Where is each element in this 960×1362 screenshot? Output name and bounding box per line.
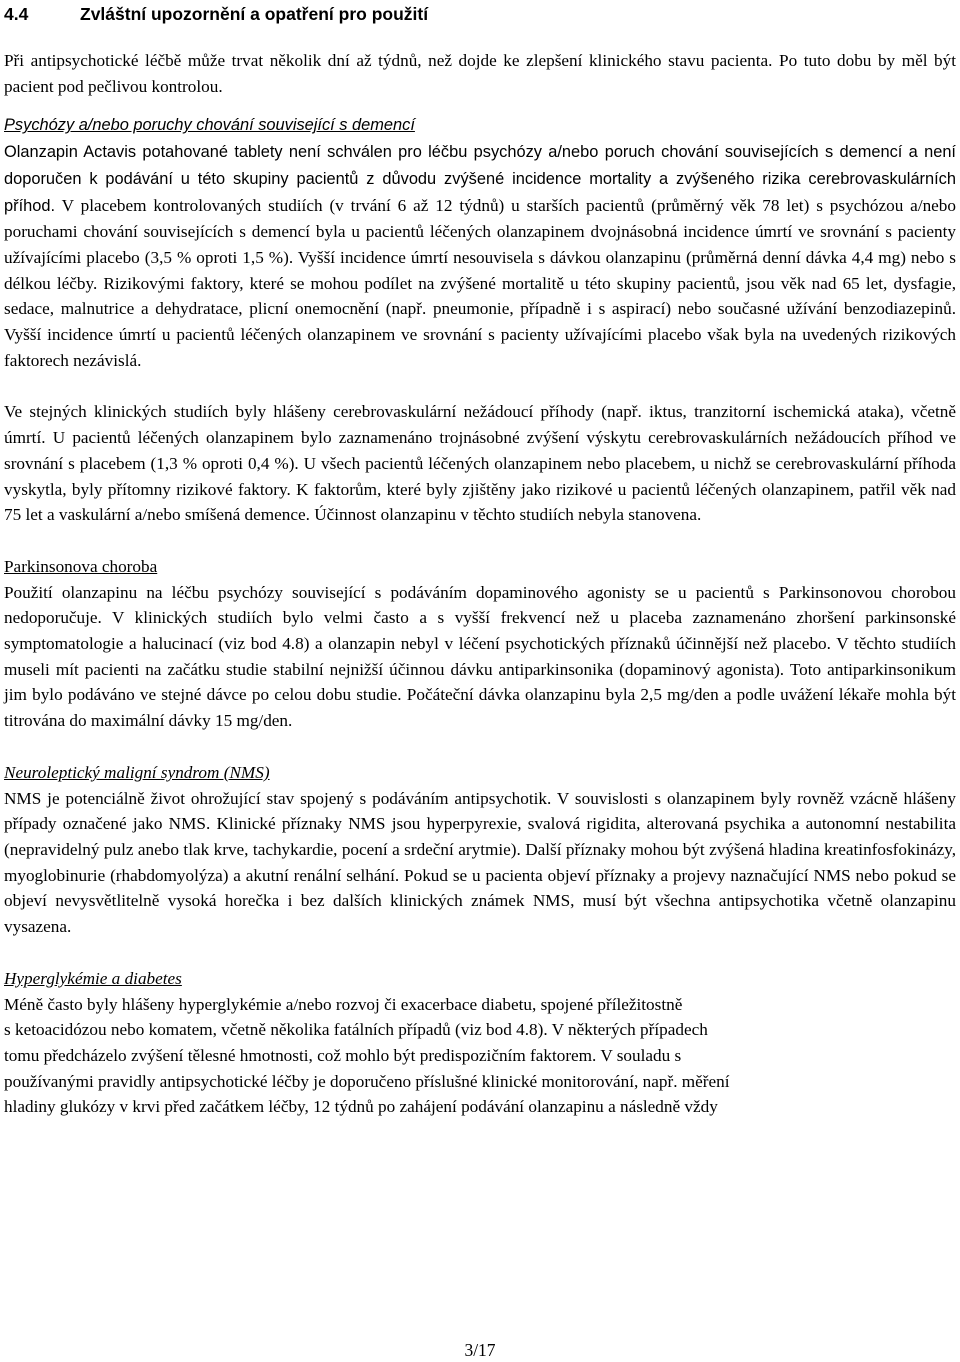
hyperglycemia-line: hladiny glukózy v krvi před začátkem léčby, 12 týdnů po zahájení podávání olanzapinu a následně vždy — [4, 1097, 718, 1117]
dementia-serif-text: V placebem kontrolovaných studiích (v trvání 6 až 12 týdnů) u starších pacientů (průměrný věk 78 let) s psychózou a/nebo poruchami chování souvisejících s demencí byla u pacientů léčených olanzapinem dvojnásobná incidence úmrtí ve srovnání s pacienty užívajícími placebo (3,5 % oproti 1,5 %). Vyšší incidence úmrtí nesouvisela s dávkou olanzapinu (průměrná denní dávka 4,4 mg) nebo s délkou léčby. Rizikovými faktory, které se mohou podílet na zvýšené mortalitě u této skupiny pacientů, jsou věk nad 65 let, dysfagie, sedace, malnutrice a dehydratace, plicní onemocnění (např. pneumonie, případně i s aspirací) nebo současné užívání benzodiazepinů. Vyšší incidence úmrtí u pacientů léčených olanzapinem ve srovnání s pacienty užívajícími placebo však byla na uvedených rizikových faktorech nezávislá. — [4, 195, 956, 370]
nms-paragraph: NMS je potenciálně život ohrožující stav spojený s podáváním antipsychotik. V souvislosti s olanzapinem byly rovněž vzácně hlášeny případy označené jako NMS. Klinické příznaky NMS jsou hyperpyrexie, svalová rigidita, alterovaná psychika a autonomní nestabilita (nepravidelný pulz anebo tlak krve, tachykardie, pocení a srdeční arytmie). Další příznaky mohou být zvýšená hladina kreatinfosfokinázy, myoglobinurie (rhabdomyolýza) a akutní renální selhání. Pokud se u pacienta objeví příznaky a projevy naznačující NMS nebo pokud se objeví nevysvětlitelně vysoká horečka i bez dalších klinických známek NMS, musí být všechna antipsychotika včetně olanzapinu vysazena. — [4, 788, 956, 937]
hyperglycemia-line: používanými pravidly antipsychotické léčby je doporučeno příslušné klinické monitorování, např. měření — [4, 1071, 730, 1091]
hyperglycemia-heading: Hyperglykémie a diabetes — [4, 968, 182, 988]
intro-paragraph: Při antipsychotické léčbě může trvat několik dní až týdnů, než dojde ke zlepšení klinického stavu pacienta. Po tuto dobu by měl být pacient pod pečlivou kontrolou. — [4, 51, 956, 96]
hyperglycemia-section — [4, 966, 956, 1120]
nms-section — [4, 760, 956, 940]
dementia-paragraph-1 — [4, 139, 956, 373]
spacer — [4, 528, 956, 554]
document-page — [4, 0, 956, 1120]
dementia-section — [4, 113, 956, 528]
parkinson-paragraph: Použití olanzapinu na léčbu psychózy související s podáváním dopaminového agonisty se u pacientů s Parkinsonovou chorobou nedoporučuje. V klinických studiích bylo velmi často a s vyšší frekvencí než u placeba zaznamenáno zhoršení parkinsonské symptomatologie a halucinací (viz bod 4.8) a olanzapin nebyl v léčení psychotických příznaků účinnější než placebo. V těchto studiích museli mít pacienti na začátku studie stabilní nejnižší účinnou dávku antiparkinsonika (dopaminový agonista). Toto antiparkinsonikum jim bylo podáváno ve stejné dávce po celou dobu studie. Počáteční dávka olanzapinu byla 2,5 mg/den a podle uvážení lékaře mohla být titrována do maximální dávky 15 mg/den. — [4, 582, 956, 731]
parkinson-heading: Parkinsonova choroba — [4, 556, 158, 576]
hyperglycemia-line: tomu předcházelo zvýšení tělesné hmotnosti, což mohlo být predispozičním faktorem. V souladu s — [4, 1045, 682, 1065]
dementia-sans-text: Olanzapin Actavis potahované tablety není schválen pro léčbu psychózy a/nebo poruch chování souvisejících s demencí a není doporučen k podávání u této skupiny pacientů z důvodu zvýšené incidence mortality a zvýšeného rizika cerebrovaskulárních příhod. — [4, 143, 956, 215]
dementia-heading: Psychózy a/nebo poruchy chování související s demencí — [4, 116, 415, 135]
parkinson-section — [4, 554, 956, 734]
section-number: 4.4 — [4, 4, 29, 24]
spacer — [4, 734, 956, 760]
spacer — [4, 940, 956, 966]
section-title: Zvláštní upozornění a opatření pro použití — [80, 4, 429, 24]
dementia-paragraph-2: Ve stejných klinických studiích byly hlášeny cerebrovaskulární nežádoucí příhody (např. iktus, tranzitorní ischemická ataka), včetně úmrtí. U pacientů léčených olanzapinem bylo zaznamenáno trojnásobné zvýšení výskytu cerebrovaskulárních nežádoucích příhod ve srovnání s placebem (1,3 % oproti 0,4 %). U všech pacientů léčených olanzapinem nebo placebem, u nichž se cerebrovaskulární příhoda vyskytla, byly přítomny rizikové faktory. K faktorům, které byly zjištěny jako rizikové u pacientů léčených olanzapinem, patřil věk nad 75 let a vaskulární a/nebo smíšená demence. Účinnost olanzapinu v těchto studiích nebyla stanovena. — [4, 402, 956, 525]
spacer — [4, 373, 956, 399]
nms-heading: Neuroleptický maligní syndrom (NMS) — [4, 762, 270, 782]
hyperglycemia-line: Méně často byly hlášeny hyperglykémie a/nebo rozvoj či exacerbace diabetu, spojené příležitostně — [4, 994, 683, 1014]
hyperglycemia-line: s ketoacidózou nebo komatem, včetně několika fatálních případů (viz bod 4.8). V některých případech — [4, 1020, 708, 1040]
page-number: 3/17 — [464, 1340, 496, 1360]
section-heading — [4, 0, 956, 27]
